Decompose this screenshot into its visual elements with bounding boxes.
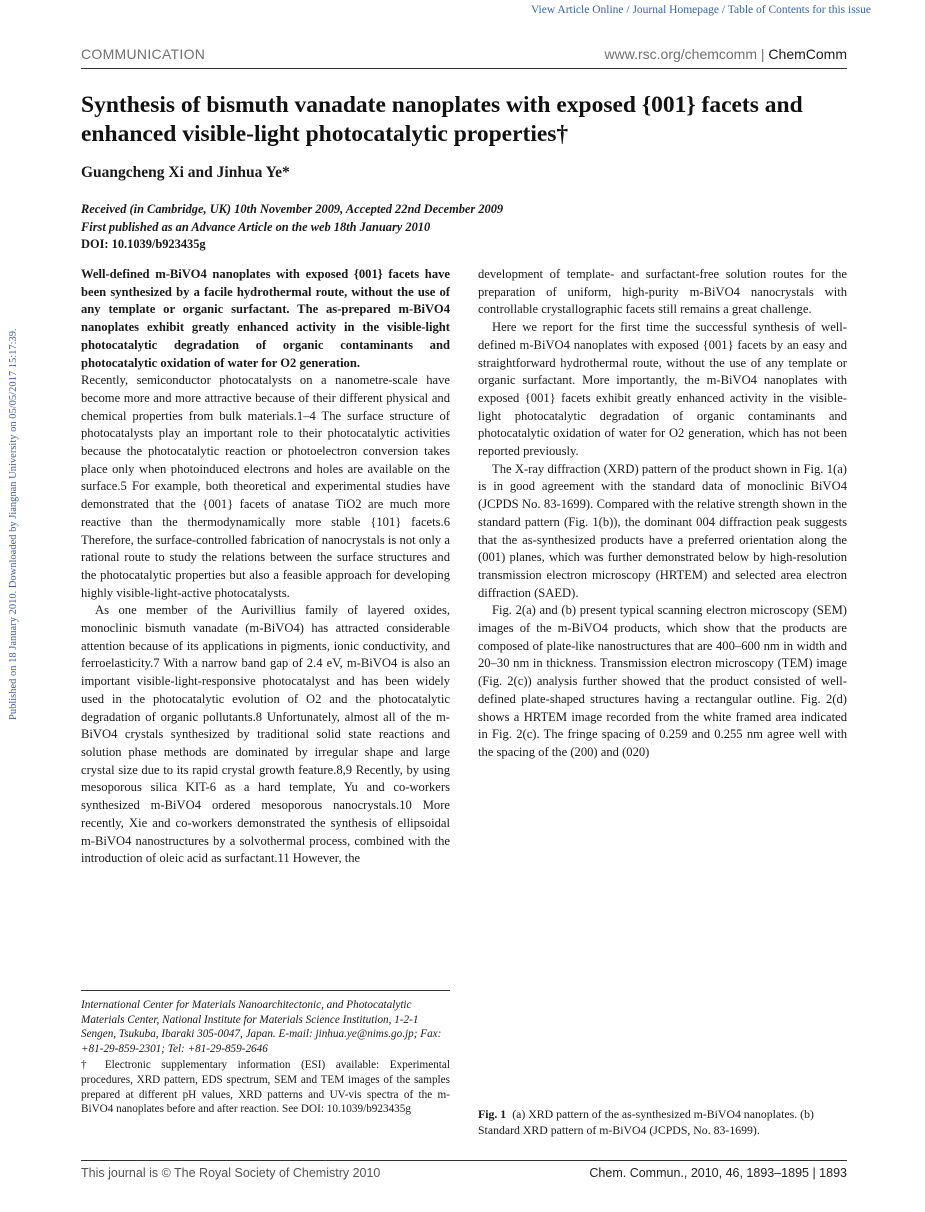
right-column [478, 266, 847, 762]
esi-footnote: † Electronic supplementary information (ESI) available: Experimental procedures, XRD pattern, EDS spectrum, SEM and TEM images of the samples prepared at different pH values, XRD patterns and UV-vis spectra of the m-BiVO4 nanoplates before and after reaction. See DOI: 10.1039/b923435g [81, 1059, 450, 1116]
journal-name: ChemComm [768, 46, 847, 62]
body-paragraph: Recently, semiconductor photocatalysts on a nanometre-scale have become more and more attractive because of their different physical and chemical properties from bulk materials.1–4 The surface structure of photocatalysts play an important role to their photocatalytic activities because the photocatalytic reaction or photoelectron conversion takes place only when photoinduced electrons and holes are available on the surface.5 For example, both theoretical and experimental studies have demonstrated that the {001} facets of anatase TiO2 are much more reactive than the thermodynamically more stable {101} facets.6 Therefore, the surface-controlled fabrication of nanocrystals is not only a rational route to study the relations between the surface structures and the photocatalytic properties but also a feasible approach for developing highly visible-light-active photocatalysts. [81, 373, 450, 600]
footnote-divider [81, 990, 450, 991]
section-label: COMMUNICATION [81, 46, 206, 62]
page-footer [81, 1160, 847, 1185]
body-paragraph: development of template- and surfactant-free solution routes for the preparation of uniform, high-purity m-BiVO4 nanocrystals with controllable crystallographic facets still remains a great challenge. [478, 267, 847, 317]
download-watermark-text: Published on 18 January 2010. Downloaded by Jiangnan University on 05/05/2017 15:17:39. [8, 328, 19, 720]
journal-header [81, 46, 847, 69]
header-separator: | [760, 46, 765, 62]
copyright-notice: This journal is © The Royal Society of Chemistry 2010 [81, 1166, 381, 1180]
author-affiliation: International Center for Materials Nanoarchitectonic, and Photocatalytic Materials Center, National Institute for Materials Science Institution, 1-2-1 Sengen, Tsukuba, Ibaraki 305-0047, Japan. E-mail: jinhua.ye@nims.go.jp; Fax: +81-29-859-2301; Tel: +81-29-859-2646 [81, 999, 442, 1055]
body-paragraph: Here we report for the first time the successful synthesis of well-defined m-BiVO4 nanoplates with exposed {001} facets by an easy and straightforward hydrothermal route, without the use of any template or organic surfactant. More importantly, the m-BiVO4 nanoplates with exposed {001} facets exhibit greatly enhanced activity in the visible-light photocatalytic degradation of organic contaminants and photocatalytic oxidation of water for O2 generation, which has not been reported previously. [478, 320, 847, 459]
article-authors: Guangcheng Xi and Jinhua Ye* [81, 164, 290, 181]
abstract: Well-defined m-BiVO4 nanoplates with exposed {001} facets have been synthesized by a facile hydrothermal route, without the use of any template or organic surfactant. The as-prepared m-BiVO4 nanoplates exhibit greatly enhanced activity in the visible-light photocatalytic degradation of organic contaminants and photocatalytic oxidation of water for O2 generation. [81, 267, 450, 370]
article-dates [81, 201, 503, 254]
figure-caption [478, 1106, 847, 1138]
journal-homepage-link[interactable]: Journal Homepage [632, 4, 719, 16]
article-doi: DOI: 10.1039/b923435g [81, 237, 206, 251]
journal-header-right [605, 46, 847, 62]
article-links-bar: View Article Online / Journal Homepage / Table of Contents for this issue [530, 4, 871, 16]
figure-caption-text: (a) XRD pattern of the as-synthesized m-BiVO4 nanoplates. (b) Standard XRD pattern of m-BiVO4 (JCPDS, No. 83-1699). [478, 1107, 814, 1137]
body-paragraph: As one member of the Aurivillius family of layered oxides, monoclinic bismuth vanadate (m-BiVO4) has attracted considerable attention because of its applications in pigments, ionic conductivity, and ferroelasticity.7 With a narrow band gap of 2.4 eV, m-BiVO4 is also an important visible-light-responsive photocatalyst and has been widely used in the photocatalytic evolution of O2 and the photocatalytic degradation of organic pollutants.8 Unfortunately, almost all of the m-BiVO4 crystals synthesized by traditional solid state reactions and solution phase methods are dominated by irregular shape and large crystal size due to its rapid crystal growth feature.8,9 Recently, by using mesoporous silica KIT-6 as a hard template, Yu and co-workers synthesized m-BiVO4 ordered mesoporous nanocrystals.10 More recently, Xie and co-workers demonstrated the synthesis of ellipsoidal m-BiVO4 nanostructures by a solvothermal process, combined with the introduction of oleic acid as surfactant.11 However, the [81, 603, 450, 866]
published-date: First published as an Advance Article on the web 18th January 2010 [81, 219, 431, 234]
article-title: Synthesis of bismuth vanadate nanoplates with exposed {001} facets and enhanced visible-light photocatalytic properties† [81, 92, 803, 147]
footnotes [81, 998, 450, 1117]
download-watermark [6, 240, 20, 720]
body-paragraph: The X-ray diffraction (XRD) pattern of the product shown in Fig. 1(a) is in good agreement with the standard data of monoclinic BiVO4 (JCPDS No. 83-1699). Compared with the relative strength shown in the standard pattern (Fig. 1(b)), the dominant 004 diffraction peak suggests that the as-synthesized products have a preferred orientation along the (001) planes, which was further demonstrated below by high-resolution transmission electron microscopy (HRTEM) and selected area electron diffraction (SAED). [478, 461, 847, 600]
received-accepted-date: Received (in Cambridge, UK) 10th November 2009, Accepted 22nd December 2009 [81, 202, 504, 216]
view-article-online-link[interactable]: View Article Online [530, 4, 624, 16]
figure-label: Fig. 1 [478, 1107, 507, 1121]
body-paragraph: Fig. 2(a) and (b) present typical scanning electron microscopy (SEM) images of the m-BiVO4 products, which show that the products are composed of plate-like nanostructures that are 400–600 nm in width and 20–30 nm in thickness. Transmission electron microscopy (TEM) image (Fig. 2(c)) analysis further showed that the product consisted of well-defined plate-shaped structures having a rectangular outline. Fig. 2(d) shows a HRTEM image recorded from the white framed area indicated in Fig. 2(c). The fringe spacing of 0.259 and 0.255 nm agree well with the spacing of the (200) and (020) [478, 603, 847, 759]
left-column [81, 266, 450, 868]
citation-page-number: Chem. Commun., 2010, 46, 1893–1895 | 1893 [589, 1166, 847, 1180]
journal-url: www.rsc.org/chemcomm [604, 46, 757, 62]
table-of-contents-link[interactable]: Table of Contents for this issue [727, 4, 871, 16]
